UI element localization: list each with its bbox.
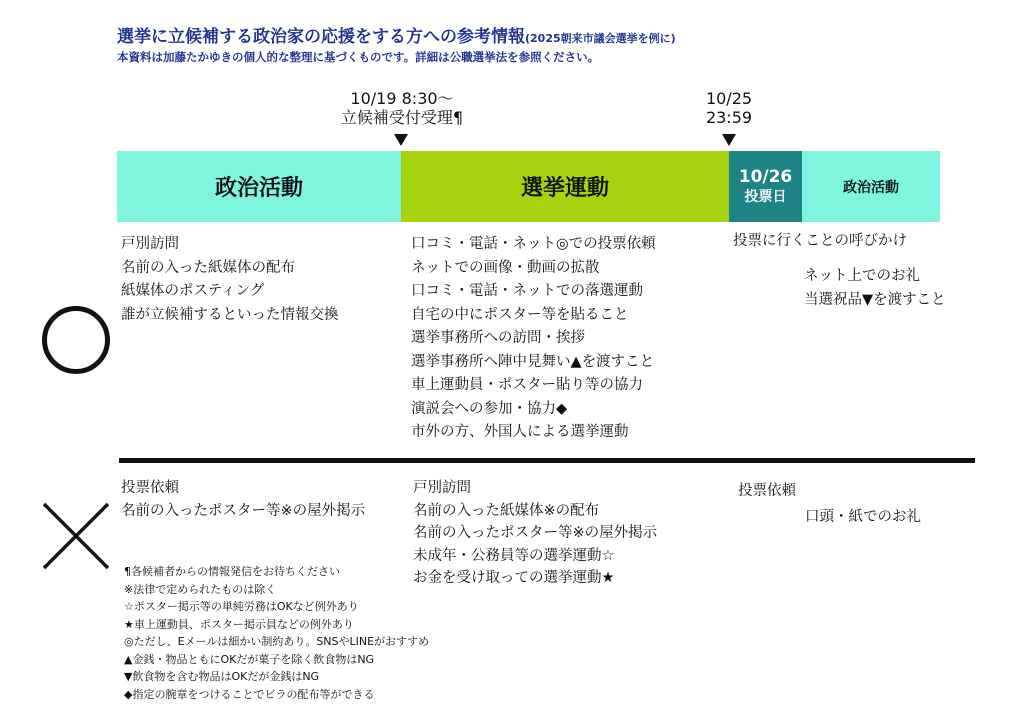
list-item: 車上運動員・ポスター貼り等の協力 — [411, 377, 643, 393]
marker-candidacy-label: 立候補受付受理¶ — [340, 108, 464, 127]
list-item: 名前の入ったポスター等※の屋外掲示 — [413, 525, 658, 541]
band-political-activity-after — [802, 151, 940, 222]
title-main: 選挙に立候補する政治家の応援をする方への参考情報 — [117, 27, 525, 47]
band-label: 政治活動 — [214, 176, 303, 201]
list-item: お金を受け取っての選挙運動★ — [413, 570, 615, 586]
list-item: 誰が立候補するといった情報交換 — [121, 306, 339, 323]
arrow-down-icon — [722, 134, 736, 146]
marker-deadline-time: 23:59 — [705, 108, 753, 127]
footnote: ★車上運動員、ポスター掲示員などの例外あり — [124, 617, 354, 631]
voting-day-label: 投票日 — [744, 188, 787, 205]
ng-politics-list — [121, 477, 365, 522]
ok-election-list — [411, 233, 656, 445]
footnote: ▼飲食物を含む物品はOKだが金銭はNG — [124, 670, 320, 683]
ng-voteday-item: 投票依頼 — [738, 483, 796, 499]
list-item: 当選祝品▼を渡すこと — [804, 291, 946, 308]
ng-election-list — [413, 477, 657, 590]
list-item: 名前の入った紙媒体の配布 — [121, 259, 295, 276]
marker-deadline-date: 10/25 — [705, 89, 753, 108]
footnote: ◆指定の腕章をつけることでビラの配布等ができる — [124, 687, 375, 701]
footnote: ¶各候補者からの情報発信をお待ちください — [124, 565, 340, 578]
ok-voteday-item: 投票に行くことの呼びかけ — [733, 233, 907, 249]
footnote: ▲金銭・物品ともにOKだが菓子を除く飲食物はNG — [124, 652, 375, 666]
page-subtitle: 本資料は加藤たかゆきの個人的な整理に基づくものです。詳細は公職選挙法を参照ください。 — [117, 50, 600, 64]
list-item: 口コミ・電話・ネット◎での投票依頼 — [411, 236, 656, 252]
list-item: 名前の入ったポスター等※の屋外掲示 — [121, 502, 366, 519]
list-item: ネットでの画像・動画の拡散 — [411, 259, 600, 276]
marker-deadline — [680, 89, 778, 127]
title-note: (2025朝来市議会選挙を例に) — [525, 32, 676, 45]
list-item: 名前の入った紙媒体※の配布 — [413, 502, 600, 519]
list-item: 投票依頼 — [121, 480, 179, 496]
list-item: 紙媒体のポスティング — [121, 283, 265, 299]
circle-ok-icon — [42, 306, 110, 374]
section-divider — [119, 458, 975, 463]
footnote: ◎ただし、Eメールは細かい制約あり。SNSやLINEがおすすめ — [124, 635, 430, 648]
marker-candidacy — [322, 89, 482, 127]
band-political-activity — [117, 151, 401, 222]
cross-ng-icon — [40, 500, 112, 572]
list-item: 口コミ・電話・ネットでの落選運動 — [411, 283, 643, 299]
list-item: 戸別訪問 — [413, 480, 471, 496]
list-item: 選挙事務所への訪問・挨拶 — [411, 330, 585, 346]
list-item: ネット上でのお礼 — [804, 268, 920, 284]
footnote: ※法律で定められたものは除く — [124, 582, 277, 596]
voting-day-date: 10/26 — [738, 166, 793, 187]
list-item: 戸別訪問 — [121, 236, 179, 252]
ok-after-list — [804, 265, 946, 312]
ng-after-item: 口頭・紙でのお礼 — [805, 509, 921, 525]
band-label: 選挙運動 — [520, 176, 609, 201]
list-item: 未成年・公務員等の選挙運動☆ — [413, 547, 615, 564]
footnote: ☆ポスター掲示等の単純労務はOKなど例外あり — [124, 600, 359, 613]
list-item: 市外の方、外国人による選挙運動 — [411, 424, 629, 440]
list-item: 演説会への参加・協力◆ — [411, 400, 568, 417]
band-label: 政治活動 — [843, 179, 899, 196]
list-item: 選挙事務所へ陣中見舞い▲を渡すこと — [411, 353, 655, 370]
marker-candidacy-time: 10/19 8:30〜 — [350, 89, 454, 108]
ok-politics-list — [121, 233, 339, 327]
page-title — [117, 22, 676, 47]
band-election-campaign — [401, 151, 729, 222]
band-voting-day — [729, 151, 802, 222]
list-item: 自宅の中にポスター等を貼ること — [411, 306, 629, 323]
footnotes — [124, 563, 429, 703]
arrow-down-icon — [394, 134, 408, 146]
